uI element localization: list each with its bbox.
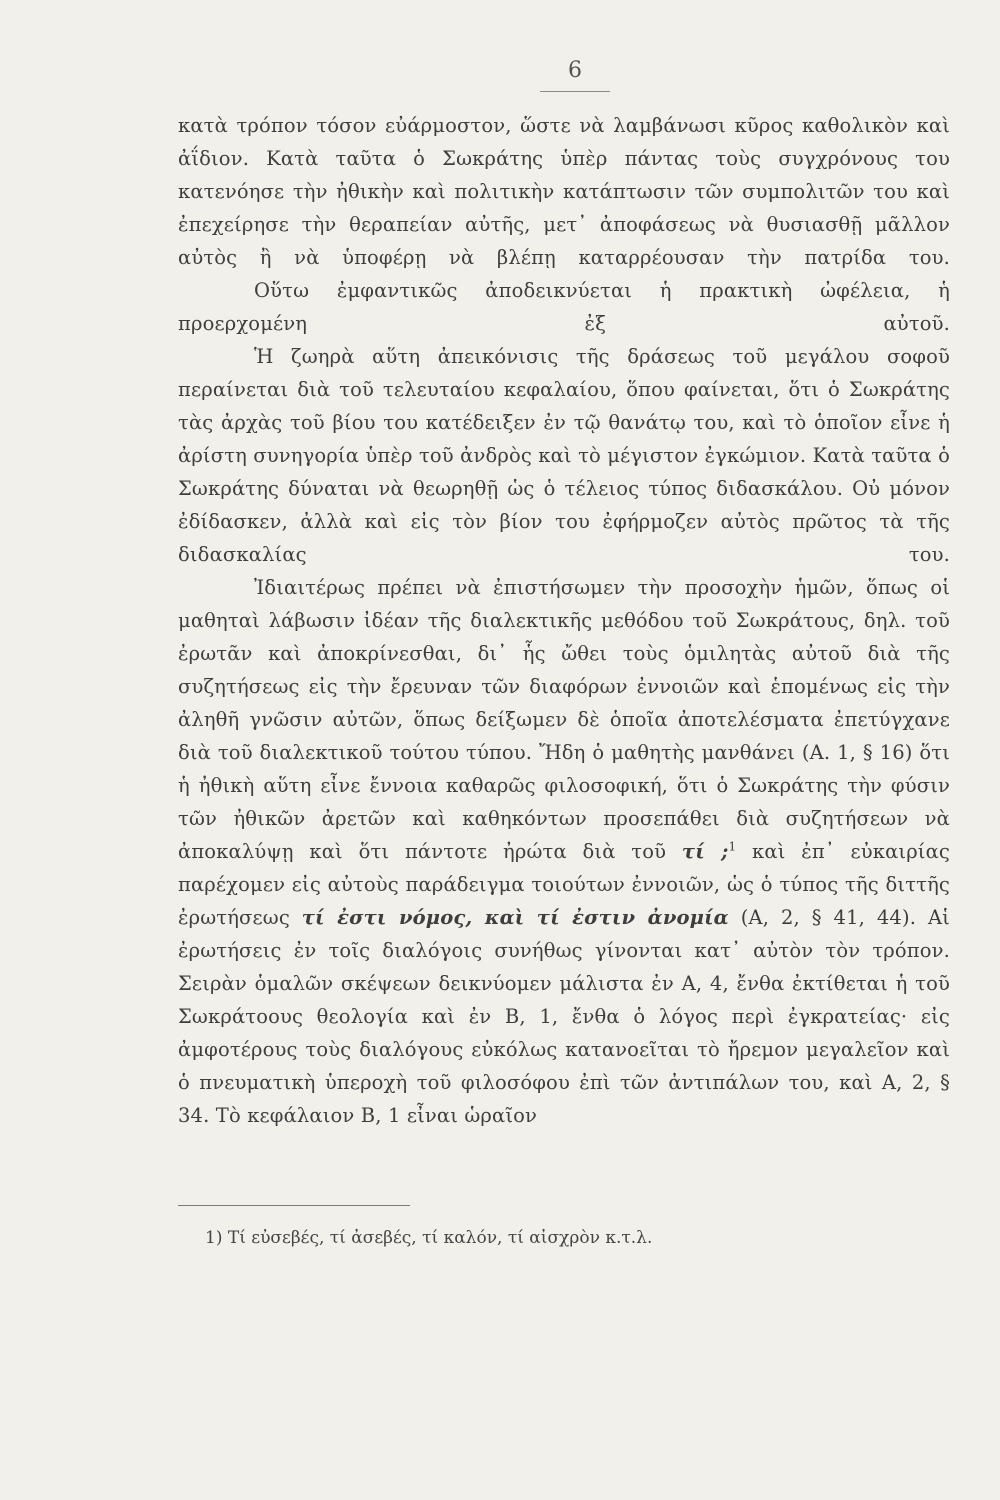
- footnote-divider: [178, 1205, 410, 1206]
- emphasis-question: τί ἐστι νόμος, καὶ τί ἐστιν ἀνομία: [301, 906, 729, 929]
- paragraph-3: Ἡ ζωηρὰ αὕτη ἀπεικόνισις τῆς δράσεως τοῦ μεγάλου σοφοῦ περαίνεται διὰ τοῦ τελευταίου κεφαλαίου, ὅπου φαίνεται, ὅτι ὁ Σωκράτης τὰς ἀρχὰς τοῦ βίου του κατέδειξεν ἐν τῷ θανάτῳ του, καὶ τὸ ὁποῖον εἶνε ἡ ἀρίστη συνηγορία ὑπὲρ τοῦ ἀνδρὸς καὶ τὸ μέγιστον ἐγκώμιον. Κατὰ ταῦτα ὁ Σωκράτης δύναται νὰ θεωρηθῇ ὡς ὁ τέλειος τύπος διδασκάλου. Οὐ μόνον ἐδίδασκεν, ἀλλὰ καὶ εἰς τὸν βίον του ἐφήρμοζεν αὐτὸς πρῶτος τὰ τῆς διδασκαλίας του.: [178, 345, 950, 566]
- paragraph-4: [178, 571, 950, 1132]
- page-number: 6: [540, 58, 610, 92]
- body-text: [178, 109, 950, 1132]
- paragraph-4-text-c: (Α, 2, § 41, 44). Αἱ ἐρωτήσεις ἐν τοῖς διαλόγοις συνήθως γίνονται κατ᾽ αὐτὸν τὸν τρόπον. Σειρὰν ὁμαλῶν σκέψεων δεικνύομεν μάλιστα ἐν Α, 4, ἔνθα ἐκτίθεται ἡ τοῦ Σωκράτοους θεολογία καὶ ἐν Β, 1, ἔνθα ὁ λόγος περὶ ἐγκρατείας· εἰς ἀμφοτέρους τοὺς διαλόγους εὐκόλως κατανοεῖται τὸ ἤρεμον μεγαλεῖον καὶ ὁ πνευματικὴ ὑπεροχὴ τοῦ φιλοσόφου ἐπὶ τῶν ἀντιπάλων του, καὶ Α, 2, § 34. Τὸ κεφάλαιον Β, 1 εἶναι ὡραῖον: [178, 906, 950, 1127]
- footnote: 1) Τί εὐσεβές, τί ἀσεβές, τί καλόν, τί αἰσχρὸν κ.τ.λ.: [205, 1228, 653, 1248]
- emphasis-ti: τί ;: [681, 840, 729, 863]
- paragraph-1: κατὰ τρόπον τόσον εὐάρμοστον, ὥστε νὰ λαμβάνωσι κῦρος καθολικὸν καὶ ἀΐδιον. Κατὰ ταῦτα ὁ Σωκράτης ὑπὲρ πάντας τοὺς συγχρόνους του κατενόησε τὴν ἠθικὴν καὶ πολιτικὴν κατάπτωσιν τῶν συμπολιτῶν του καὶ ἐπεχείρησε τὴν θεραπείαν αὐτῆς, μετ᾽ ἀποφάσεως νὰ θυσιασθῇ μᾶλλον αὐτὸς ἢ νὰ ὑποφέρῃ νὰ βλέπῃ καταρρέουσαν τὴν πατρίδα του.: [178, 114, 950, 269]
- paragraph-4-text-b: καὶ ἐπ᾽ εὐκαιρίας παρέχομεν εἰς αὐτοὺς παράδειγμα τοιούτων ἐννοιῶν, ὡς ὁ τύπος τῆς διττῆς ἐρωτήσεως: [178, 840, 950, 929]
- paragraph-2: Οὕτω ἐμφαντικῶς ἀποδεικνύεται ἡ πρακτικὴ ὠφέλεια, ἡ προερχομένη ἐξ αὐτοῦ.: [178, 279, 950, 335]
- paragraph-4-text-a: Ἰδιαιτέρως πρέπει νὰ ἐπιστήσωμεν τὴν προσοχὴν ἡμῶν, ὅπως οἱ μαθηταὶ λάβωσιν ἰδέαν τῆς διαλεκτικῆς μεθόδου τοῦ Σωκράτους, δηλ. τοῦ ἐρωτᾶν καὶ ἀποκρίνεσθαι, δι᾽ ἧς ὤθει τοὺς ὁμιλητὰς αὐτοῦ διὰ τῆς συζητήσεως εἰς τὴν ἔρευναν τῶν διαφόρων ἐννοιῶν καὶ ἑπομένως εἰς τὴν ἀληθῆ γνῶσιν αὐτῶν, ὅπως δείξωμεν δὲ ὁποῖα ἀποτελέσματα ἐπετύγχανε διὰ τοῦ διαλεκτικοῦ τούτου τύπου. Ἤδη ὁ μαθητὴς μανθάνει (Α. 1, § 16) ὅτι ἡ ἠθικὴ αὕτη εἶνε ἔννοια καθαρῶς φιλοσοφική, ὅτι ὁ Σωκράτης τὴν φύσιν τῶν ἠθικῶν ἀρετῶν καὶ καθηκόντων προσεπάθει διὰ συζητήσεων νὰ ἀποκαλύψῃ καὶ ὅτι πάντοτε ἠρώτα διὰ τοῦ: [178, 576, 950, 863]
- footnote-marker: 1: [728, 839, 737, 854]
